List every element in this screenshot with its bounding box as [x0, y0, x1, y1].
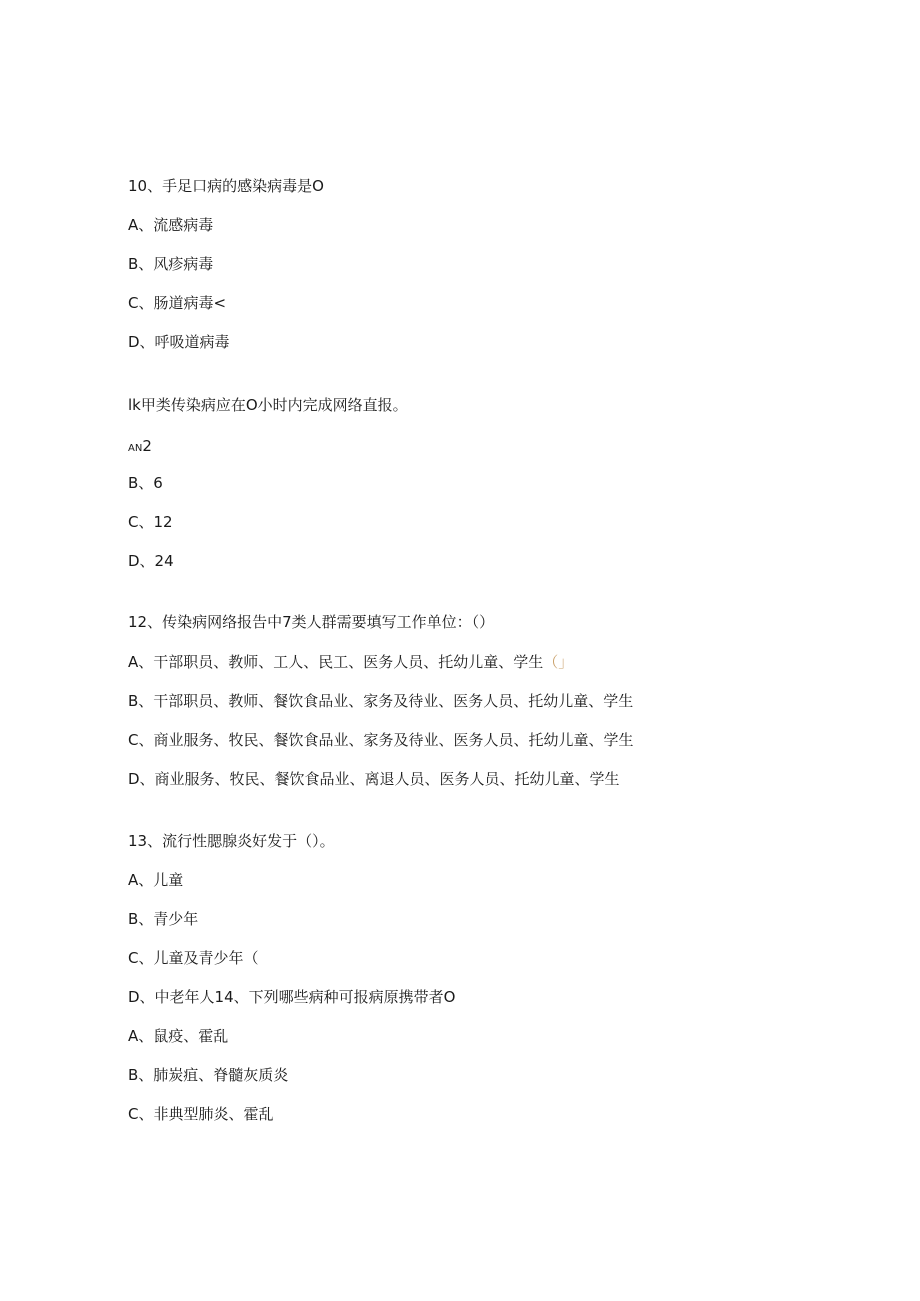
answer-mark: （」 — [543, 653, 574, 671]
question-12-option-b: B、干部职员、教师、餐饮食品业、家务及待业、医务人员、托幼儿童、学生 — [128, 692, 634, 710]
question-13-stem: 13、流行性腮腺炎好发于（）。 — [128, 832, 335, 850]
question-11-option-a — [128, 436, 152, 459]
question-12-option-d: D、商业服务、牧民、餐饮食品业、离退人员、医务人员、托幼儿童、学生 — [128, 770, 620, 788]
question-12-stem: 12、传染病网络报告中7类人群需要填写工作单位：（） — [128, 613, 495, 631]
question-13-option-d: D、中老年人14、下列哪些病种可报病原携带者O — [128, 988, 456, 1006]
option-a-value: 2 — [142, 437, 152, 455]
question-11-option-b: B、6 — [128, 474, 163, 492]
question-13-option-c: C、儿童及青少年（ — [128, 949, 259, 967]
question-12-option-c: C、商业服务、牧民、餐饮食品业、家务及待业、医务人员、托幼儿童、学生 — [128, 731, 634, 749]
question-11-option-c: C、12 — [128, 513, 173, 531]
question-10-option-c: C、肠道病毒< — [128, 294, 227, 312]
question-10-option-d: D、呼吸道病毒 — [128, 333, 230, 351]
question-10-stem: 10、手足口病的感染病毒是O — [128, 177, 324, 195]
question-14-option-a: A、鼠疫、霍乱 — [128, 1027, 229, 1045]
question-10-option-b: B、风疹病毒 — [128, 255, 214, 273]
question-10-option-a: A、流感病毒 — [128, 216, 214, 234]
option-a-prefix: AN — [128, 443, 143, 454]
question-13-option-b: B、青少年 — [128, 910, 199, 928]
question-14-option-b: B、肺炭疽、脊髓灰质炎 — [128, 1066, 289, 1084]
question-11-stem: lk甲类传染病应在O小时内完成网络直报。 — [128, 396, 408, 414]
question-13-option-a: A、儿童 — [128, 871, 184, 889]
question-14-option-c: C、非典型肺炎、霍乱 — [128, 1105, 274, 1123]
option-a-text: A、干部职员、教师、工人、民工、医务人员、托幼儿童、学生 — [128, 653, 544, 671]
question-11-option-d: D、24 — [128, 552, 174, 570]
question-12-option-a — [128, 652, 573, 672]
